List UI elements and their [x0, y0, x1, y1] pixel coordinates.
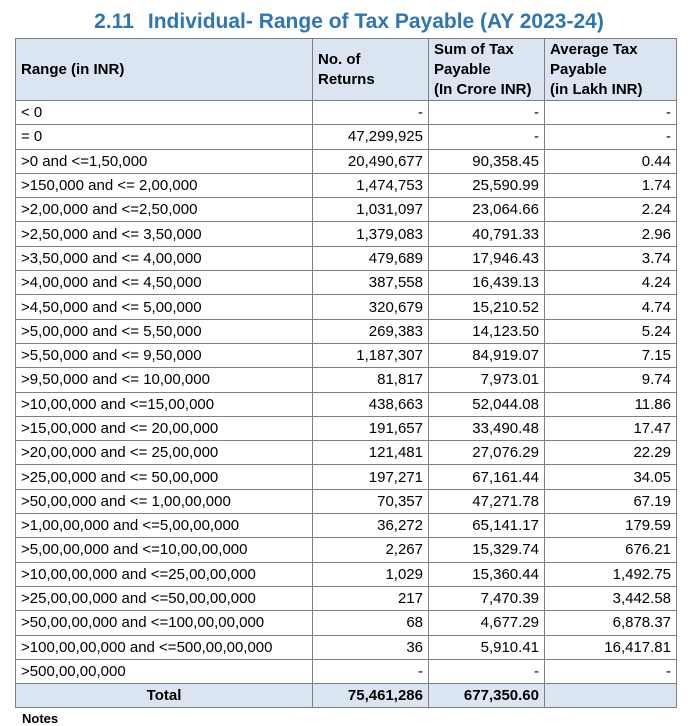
cell-range: = 0: [16, 125, 313, 149]
cell-returns: 438,663: [313, 392, 429, 416]
cell-sum: 17,946.43: [429, 246, 545, 270]
header-sum-line-3: (In Crore INR): [434, 80, 532, 98]
cell-avg: 16,417.81: [545, 635, 677, 659]
cell-returns: 387,558: [313, 271, 429, 295]
table-row: [16, 514, 677, 538]
table-row: [16, 222, 677, 246]
cell-sum: -: [429, 659, 545, 683]
table-row: [16, 611, 677, 635]
cell-range: >100,00,00,000 and <=500,00,00,000: [16, 635, 313, 659]
cell-sum: 15,210.52: [429, 295, 545, 319]
cell-avg: 67.19: [545, 489, 677, 513]
cell-range: >500,00,00,000: [16, 659, 313, 683]
table-row: [16, 416, 677, 440]
cell-returns: 1,031,097: [313, 198, 429, 222]
header-avg: [545, 39, 677, 101]
cell-avg: 34.05: [545, 465, 677, 489]
cell-returns: 121,481: [313, 441, 429, 465]
cell-returns: 36,272: [313, 514, 429, 538]
cell-sum: 67,161.44: [429, 465, 545, 489]
table-row: [16, 319, 677, 343]
cell-avg: 11.86: [545, 392, 677, 416]
cell-avg: -: [545, 101, 677, 125]
cell-sum: 90,358.45: [429, 149, 545, 173]
cell-returns: 68: [313, 611, 429, 635]
cell-avg: 22.29: [545, 441, 677, 465]
table-row: [16, 149, 677, 173]
header-returns-line-1: No. of: [318, 50, 361, 68]
table-row: [16, 562, 677, 586]
table-row: [16, 246, 677, 270]
table-footer: [16, 684, 677, 708]
cell-avg: 179.59: [545, 514, 677, 538]
cell-range: >10,00,000 and <=15,00,000: [16, 392, 313, 416]
header-avg-line-1: Average Tax: [550, 40, 638, 58]
cell-range: >20,00,000 and <= 25,00,000: [16, 441, 313, 465]
cell-returns: 197,271: [313, 465, 429, 489]
header-sum-line-2: Payable: [434, 60, 491, 78]
cell-returns: 1,187,307: [313, 343, 429, 367]
cell-range: >2,00,000 and <=2,50,000: [16, 198, 313, 222]
cell-sum: 7,470.39: [429, 586, 545, 610]
table-row: [16, 659, 677, 683]
total-avg: [545, 684, 677, 708]
cell-sum: 47,271.78: [429, 489, 545, 513]
cell-returns: 479,689: [313, 246, 429, 270]
cell-range: >9,50,000 and <= 10,00,000: [16, 368, 313, 392]
table-row: [16, 125, 677, 149]
header-returns-line-2: Returns: [318, 70, 375, 88]
cell-range: >1,00,00,000 and <=5,00,00,000: [16, 514, 313, 538]
cell-sum: 15,329.74: [429, 538, 545, 562]
cell-avg: 4.74: [545, 295, 677, 319]
cell-avg: 9.74: [545, 368, 677, 392]
cell-range: >50,00,00,000 and <=100,00,00,000: [16, 611, 313, 635]
cell-returns: 20,490,677: [313, 149, 429, 173]
cell-avg: 3.74: [545, 246, 677, 270]
cell-avg: 1.74: [545, 173, 677, 197]
cell-range: >5,00,000 and <= 5,50,000: [16, 319, 313, 343]
table-row: [16, 368, 677, 392]
cell-avg: 0.44: [545, 149, 677, 173]
cell-avg: 6,878.37: [545, 611, 677, 635]
header-row: [16, 39, 677, 101]
cell-returns: 1,379,083: [313, 222, 429, 246]
cell-sum: 4,677.29: [429, 611, 545, 635]
cell-returns: 2,267: [313, 538, 429, 562]
cell-sum: 16,439.13: [429, 271, 545, 295]
cell-range: >4,00,000 and <= 4,50,000: [16, 271, 313, 295]
cell-range: >10,00,00,000 and <=25,00,00,000: [16, 562, 313, 586]
cell-range: >5,50,000 and <= 9,50,000: [16, 343, 313, 367]
cell-avg: -: [545, 659, 677, 683]
header-returns: [313, 39, 429, 101]
cell-sum: 14,123.50: [429, 319, 545, 343]
cell-range: >15,00,000 and <= 20,00,000: [16, 416, 313, 440]
cell-avg: 7.15: [545, 343, 677, 367]
table-row: [16, 465, 677, 489]
cell-range: >50,00,000 and <= 1,00,00,000: [16, 489, 313, 513]
cell-sum: 84,919.07: [429, 343, 545, 367]
cell-sum: 40,791.33: [429, 222, 545, 246]
cell-sum: 23,064.66: [429, 198, 545, 222]
cell-avg: 1,492.75: [545, 562, 677, 586]
cell-sum: 33,490.48: [429, 416, 545, 440]
table-row: [16, 635, 677, 659]
cell-avg: 4.24: [545, 271, 677, 295]
cell-range: >25,00,000 and <= 50,00,000: [16, 465, 313, 489]
total-returns: 75,461,286: [313, 684, 429, 708]
cell-range: >150,000 and <= 2,00,000: [16, 173, 313, 197]
header-avg-line-2: Payable: [550, 60, 607, 78]
cell-returns: 1,474,753: [313, 173, 429, 197]
cell-sum: 65,141.17: [429, 514, 545, 538]
cell-sum: 5,910.41: [429, 635, 545, 659]
cell-returns: 47,299,925: [313, 125, 429, 149]
cell-returns: -: [313, 659, 429, 683]
cell-avg: 3,442.58: [545, 586, 677, 610]
header-range: Range (in INR): [16, 39, 313, 101]
total-row: [16, 684, 677, 708]
cell-range: >2,50,000 and <= 3,50,000: [16, 222, 313, 246]
cell-returns: 36: [313, 635, 429, 659]
cell-returns: 191,657: [313, 416, 429, 440]
cell-returns: 320,679: [313, 295, 429, 319]
header-avg-line-3: (in Lakh INR): [550, 80, 643, 98]
total-label: Total: [16, 684, 313, 708]
table-row: [16, 392, 677, 416]
cell-sum: -: [429, 125, 545, 149]
table-title-text: Individual- Range of Tax Payable (AY 2023-24): [147, 10, 604, 33]
cell-sum: 52,044.08: [429, 392, 545, 416]
cell-returns: 1,029: [313, 562, 429, 586]
table-row: [16, 295, 677, 319]
cell-sum: 7,973.01: [429, 368, 545, 392]
header-sum: [429, 39, 545, 101]
table-row: [16, 198, 677, 222]
cell-range: >0 and <=1,50,000: [16, 149, 313, 173]
table-row: [16, 101, 677, 125]
table-row: [16, 489, 677, 513]
table-row: [16, 586, 677, 610]
table-row: [16, 538, 677, 562]
cell-returns: 81,817: [313, 368, 429, 392]
cell-sum: 25,590.99: [429, 173, 545, 197]
cell-returns: 70,357: [313, 489, 429, 513]
total-sum: 677,350.60: [429, 684, 545, 708]
header-sum-line-1: Sum of Tax: [434, 40, 514, 58]
cell-avg: 17.47: [545, 416, 677, 440]
tax-range-table: [15, 38, 677, 708]
table-row: [16, 173, 677, 197]
cell-avg: 2.96: [545, 222, 677, 246]
notes-label: Notes: [22, 711, 59, 726]
cell-sum: -: [429, 101, 545, 125]
cell-range: >3,50,000 and <= 4,00,000: [16, 246, 313, 270]
cell-returns: 269,383: [313, 319, 429, 343]
cell-sum: 15,360.44: [429, 562, 545, 586]
cell-sum: 27,076.29: [429, 441, 545, 465]
cell-range: >4,50,000 and <= 5,00,000: [16, 295, 313, 319]
cell-returns: -: [313, 101, 429, 125]
cell-avg: 2.24: [545, 198, 677, 222]
table-row: [16, 271, 677, 295]
cell-range: < 0: [16, 101, 313, 125]
table-header: [16, 39, 677, 101]
cell-avg: -: [545, 125, 677, 149]
table-row: [16, 441, 677, 465]
table-number: 2.11: [94, 10, 134, 33]
cell-range: >5,00,00,000 and <=10,00,00,000: [16, 538, 313, 562]
cell-avg: 676.21: [545, 538, 677, 562]
table-row: [16, 343, 677, 367]
cell-returns: 217: [313, 586, 429, 610]
cell-range: >25,00,00,000 and <=50,00,00,000: [16, 586, 313, 610]
table-body: [16, 101, 677, 684]
cell-avg: 5.24: [545, 319, 677, 343]
page-title: [0, 8, 698, 36]
